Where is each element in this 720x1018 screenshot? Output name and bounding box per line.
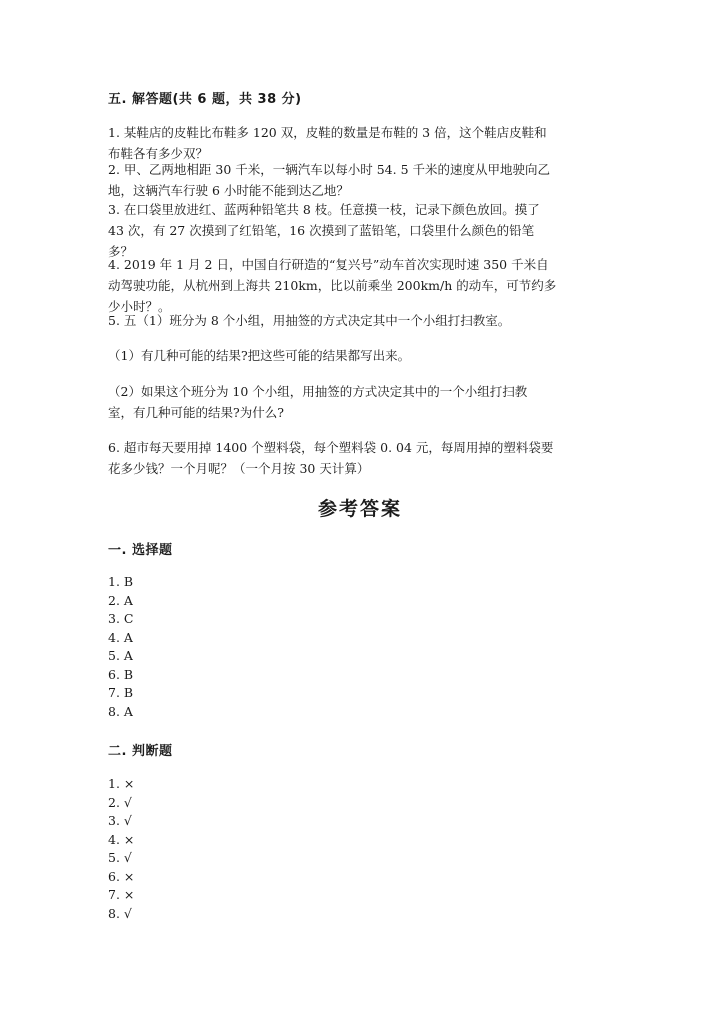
question-2-line-2: 地，这辆汽车行驶 6 小时能不能到达乙地？ (108, 183, 349, 198)
question-5 (108, 310, 618, 331)
question-4-line-2: 动驾驶功能，从杭州到上海共 210km，比以前乘坐 200km/h 的动车，可节约多 (108, 278, 557, 293)
question-4 (108, 254, 618, 317)
question-5-line-1: 5. 五（1）班分为 8 个小组，用抽签的方式决定其中一个小组打扫教室。 (108, 313, 511, 328)
answer-item: 7. × (108, 887, 135, 902)
question-3-line-1: 3. 在口袋里放进红、蓝两种铅笔共 8 枝。任意摸一枝，记录下颜色放回。摸了 (108, 202, 540, 217)
question-3 (108, 199, 618, 262)
answer-item: 2. √ (108, 794, 132, 810)
answer-item: 7. B (108, 685, 134, 700)
question-2 (108, 159, 618, 201)
question-1 (108, 122, 618, 164)
section-five-heading: 五. 解答题(共 6 题，共 38 分) (108, 92, 302, 107)
question-6-line-2: 花多少钱？一个月呢？（一个月按 30 天计算） (108, 461, 370, 476)
answer-item: 6. B (108, 666, 134, 682)
question-3-line-2: 43 次，有 27 次摸到了红铅笔，16 次摸到了蓝铅笔，口袋里什么颜色的铅笔 (108, 223, 535, 238)
question-5-part-2-line-2: 室，有几种可能的结果?为什么? (108, 405, 284, 420)
answer-key-title: 参考答案 (317, 498, 402, 520)
question-5-part-1-text: （1）有几种可能的结果?把这些可能的结果都写出来。 (108, 348, 411, 363)
answer-item: 8. A (108, 703, 133, 719)
answer-item: 3. √ (108, 813, 132, 828)
answer-section-1-list (108, 573, 133, 721)
answer-item: 4. A (108, 629, 133, 645)
question-5-part-2-line-1: （2）如果这个班分为 10 个小组，用抽签的方式决定其中的一个小组打扫教 (108, 384, 528, 399)
question-4-line-3: 少小时？。 (108, 299, 171, 314)
question-5-part-1 (108, 345, 618, 366)
question-6-line-1: 6. 超市每天要用掉 1400 个塑料袋，每个塑料袋 0. 04 元，每周用掉的塑料袋要 (108, 440, 554, 455)
answer-item: 1. B (108, 574, 134, 589)
answer-item: 6. × (108, 868, 135, 884)
answer-item: 8. √ (108, 905, 132, 921)
answer-item: 5. √ (108, 850, 132, 865)
answer-item: 3. C (108, 611, 134, 626)
answer-section-2-heading: 二. 判断题 (108, 744, 173, 759)
question-2-line-1: 2. 甲、乙两地相距 30 千米，一辆汽车以每小时 54. 5 千米的速度从甲地驶向乙 (108, 162, 551, 177)
answer-item: 2. A (108, 592, 133, 608)
answer-section-1-heading: 一. 选择题 (108, 543, 173, 558)
question-6 (108, 437, 618, 479)
question-3-line-3: 多？ (108, 244, 134, 259)
answer-item: 4. × (108, 831, 135, 847)
question-1-line-2: 布鞋各有多少双？ (108, 146, 209, 161)
question-1-line-1: 1. 某鞋店的皮鞋比布鞋多 120 双，皮鞋的数量是布鞋的 3 倍，这个鞋店皮鞋和 (108, 125, 547, 140)
answer-item: 1. × (108, 776, 135, 791)
question-4-line-1: 4. 2019 年 1 月 2 日，中国自行研造的“复兴号”动车首次实现时速 350 千米自 (108, 257, 549, 272)
question-5-part-2 (108, 381, 618, 423)
answer-section-2-list (108, 775, 134, 923)
answer-item: 5. A (108, 648, 133, 663)
